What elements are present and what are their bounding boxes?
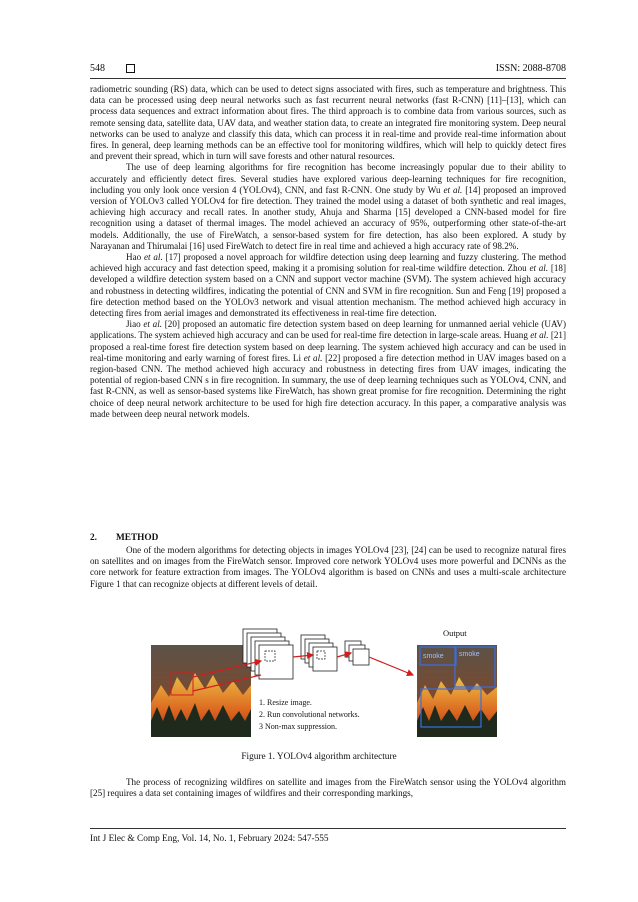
step-1: 1. Resize image. — [259, 698, 312, 707]
section-number: 2. — [90, 533, 97, 543]
paragraph-4: Jiao et al. [20] proposed an automatic fire detection system based on deep learning for unmanned aerial vehicle (UAV) applications. The system achieved high accuracy and can be used for real-time fire detection in large-scale areas. Huang et al. [21] proposed a real-time forest fire detection system based on deep learning. The system achieved high accuracy and can be used in real-time monitoring and early warning of forest fires. Li et al. [22] proposed a fire detection method in UAV images based on a region-based CNN. The method achieved high accuracy and robustness in detecting fires from UAV images, indicating the potential of region-based CNN s in fire recognition. In summary, the use of deep learning techniques such as YOLOv4, CNN, and fast R-CNN, as well as sensor-based systems like FireWatch, has shown great promise for fire recognition. Determining the right choice of deep neural network architecture to be used for high fire detection accuracy. In this paper, a comparative analysis was made between deep neural network models. — [90, 319, 567, 419]
paragraph-2: The use of deep learning algorithms for fire recognition has become increasingly popular due to their ability to accurately and efficiently detect fires. Several studies have explored various deep-learning techniques for fire recognition, including you only look once version 4 (YOLOv4), CNN, and fast R-CNN. One study by Wu et al. [14] proposed an improved version of YOLOv3 called YOLOv4 for fire detection. They trained the model using a dataset of both synthetic and real images, achieving high accuracy and recall rates. In another study, Ahuja and Sharma [15] developed a CNN-based model for fire recognition using a dataset of thermal images. The model achieved an accuracy of 95%, outperforming other state-of-the-art models. Additionally, the use of FireWatch, a sensor-based system for fire detection, has also been explored. A study by Narayanan and Thirumalai [16] used FireWatch to detect fire in real time and achieved a high accuracy rate of 98.2%. — [90, 162, 566, 251]
footer-rule — [90, 828, 566, 829]
square-icon — [126, 64, 135, 73]
step-2: 2. Run convolutional networks. — [259, 710, 360, 719]
input-fire-image — [151, 645, 251, 737]
issn: ISSN: 2088-8708 — [495, 62, 566, 74]
output-fire-image — [417, 645, 497, 737]
output-label: Output — [443, 628, 467, 638]
section-title: METHOD — [116, 533, 159, 543]
page-number: 548 — [90, 62, 105, 74]
paragraph-5: One of the modern algorithms for detecting objects in images YOLOv4 [23], [24] can be used to recognize natural fires on satellites and on images from the FireWatch sensor. Improved core network YOLOv4 uses more powerful and DCNNs as the core network for feature extraction from images. The YOLOv4 algorithm is based on CNNs and uses a multi-scale architecture Figure 1 that can recognize objects at different levels of detail. — [90, 545, 566, 589]
body-text-upper — [90, 84, 566, 420]
box-label: smoke — [423, 653, 444, 660]
section-heading — [90, 533, 158, 543]
paragraph-6: The process of recognizing wildfires on satellite and images from the FireWatch sensor using the YOLOv4 algorithm [25] requires a data set containing images of wildfires and their corresponding markings, — [90, 777, 566, 799]
page-header — [90, 59, 566, 77]
method-text — [90, 545, 566, 590]
feature-map-stack-3 — [345, 641, 369, 665]
step-3: 3 Non-max suppression. — [259, 722, 337, 731]
flow-arrow — [369, 657, 413, 675]
feature-map-stack-2 — [301, 635, 337, 671]
body-text-lower — [90, 777, 566, 799]
figure-caption: Figure 1. YOLOv4 algorithm architecture — [241, 752, 397, 762]
yolov4-architecture-figure — [151, 625, 497, 737]
header-rule — [90, 78, 566, 79]
box-label: smoke — [459, 651, 480, 658]
paragraph-1: radiometric sounding (RS) data, which can be used to detect signs associated with fires, such as temperature and brightness. This data can be processed using deep neural networks such as fast recurrent neural networks (fast R-CNN) [11]–[13], which can process data sequences and extract information about fires. The third approach is to combine data from various sources, such as remote sensing data, satellite data, UAV data, and weather station data, to create an integrated fire monitoring system. Deep neural networks can be used to analyze and classify this data, which can process it in real-time and provide real-time information about fires. In general, deep learning methods can be an effective tool for monitoring wildfires, which will help to quickly detect fires and prevent their spread, which in turn will save forests and other natural resources. — [90, 84, 566, 162]
paragraph-3: Hao et al. [17] proposed a novel approach for wildfire detection using deep learning and fuzzy clustering. The method achieved high accuracy and fast detection speed, making it a promising solution for real-time wildfire detection. Zhou et al. [18] developed a wildfire detection system based on a CNN and support vector machine (SVM). The system achieved high accuracy and robustness in detecting wildfires, indicating the potential of CNN and SVM in fire recognition. Sun and Feng [19] proposed a fire detection method based on the YOLOv3 network and visual attention mechanism. The method achieved high accuracy in detecting fires from aerial images and demonstrated its effectiveness in real-time fire detection. — [90, 252, 566, 319]
footer-citation: Int J Elec & Comp Eng, Vol. 14, No. 1, February 2024: 547-555 — [90, 834, 329, 844]
